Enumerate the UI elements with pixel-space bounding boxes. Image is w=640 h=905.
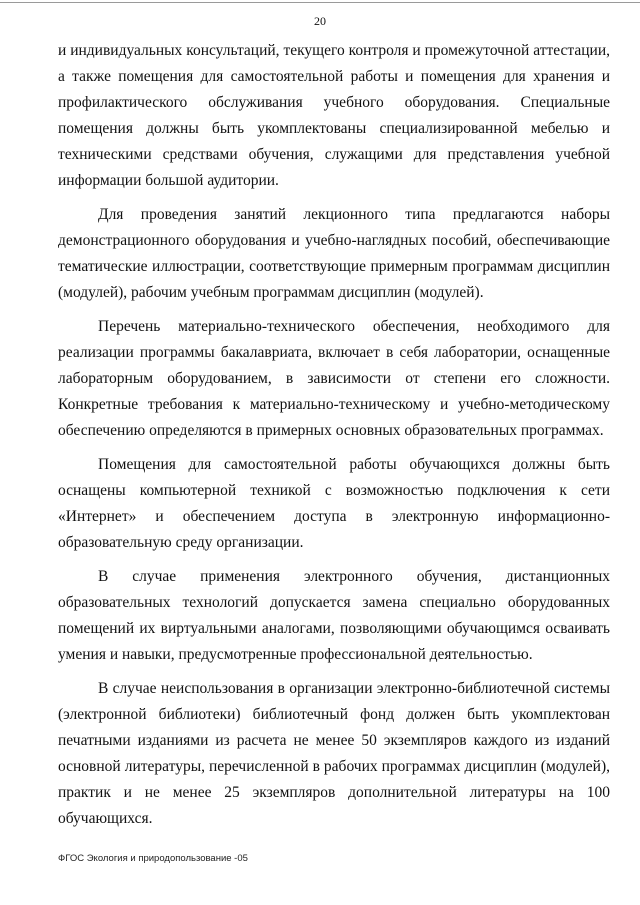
paragraph-library-fund: В случае неиспользования в организации электронно-библиотечной системы (электронной библиотеки) библиотечный фонд должен быть укомплектован печатными изданиями из расчета не менее 50 экземпляров каждого из изданий основной литературы, перечисленной в рабочих программах дисциплин (модулей), практик и не менее 25 экземпляров дополнительной литературы на 100 обучающихся. xyxy=(58,680,610,827)
paragraph-technical-support: Перечень материально-технического обеспечения, необходимого для реализации программы бакалавриата, включает в себя лаборатории, оснащенные лабораторным оборудованием, в зависимости от степени его сложности. Конкретные требования к материально-техническому и учебно-методическому обеспечению определяются в примерных основных образовательных программах. xyxy=(58,318,610,439)
paragraph-self-study-rooms: Помещения для самостоятельной работы обучающихся должны быть оснащены компьютерной техникой с возможностью подключения к сети «Интернет» и обеспечением доступа в электронную информационно-образовательную среду организации. xyxy=(58,456,610,551)
paragraph-continuation: и индивидуальных консультаций, текущего контроля и промежуточной аттестации, а также помещения для самостоятельной работы и помещения для хранения и профилактического обслуживания учебного оборудования. Специальные помещения должны быть укомплектованы специализированной мебелью и техническими средствами обучения, служащими для представления учебной информации большой аудитории. xyxy=(58,42,610,189)
page-number: 20 xyxy=(314,14,326,28)
footer: ФГОС Экология и природопользование -05 xyxy=(58,853,248,864)
paragraph-e-learning: В случае применения электронного обучения, дистанционных образовательных технологий допускается замена специально оборудованных помещений их виртуальными аналогами, позволяющими обучающимся осваивать умения и навыки, предусмотренные профессиональной деятельностью. xyxy=(58,568,610,663)
top-rule xyxy=(0,2,640,3)
document-body xyxy=(58,38,610,832)
paragraph-lecture-equipment: Для проведения занятий лекционного типа предлагаются наборы демонстрационного оборудования и учебно-наглядных пособий, обеспечивающие тематические иллюстрации, соответствующие примерным программам дисциплин (модулей), рабочим учебным программам дисциплин (модулей). xyxy=(58,206,610,301)
